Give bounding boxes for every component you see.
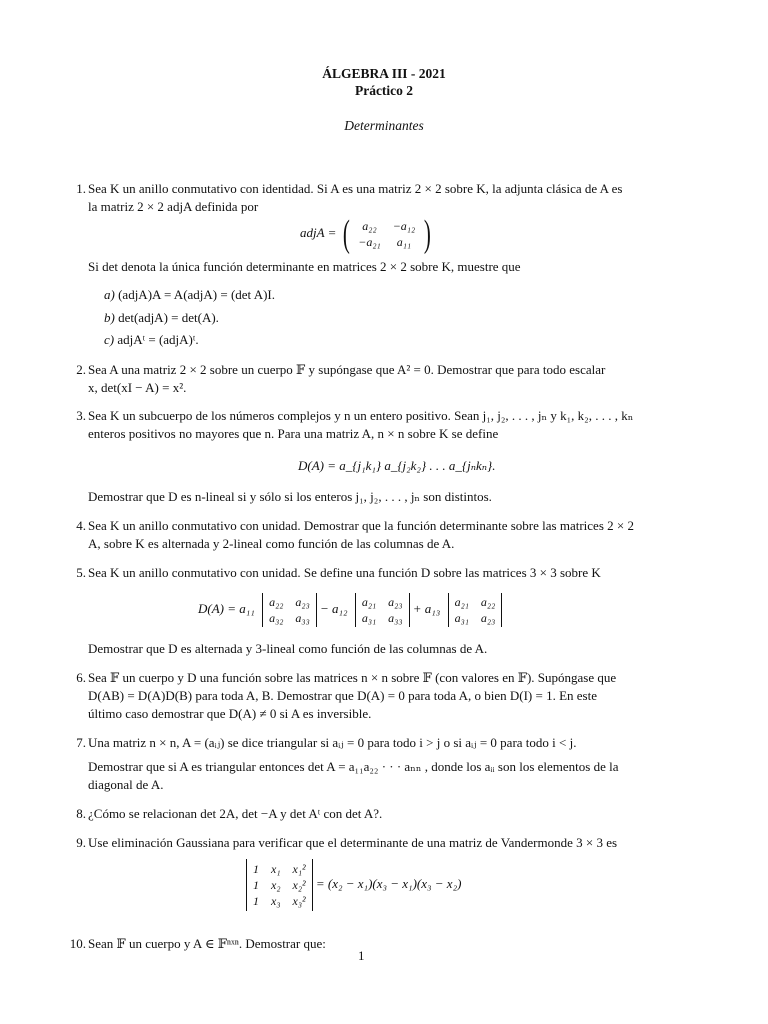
text-line: ¿Cómo se relacionan det 2A, det −A y det Aᵗ con det A?. [88,806,383,821]
exercise-number: 1. [76,181,86,196]
text-line: diagonal de A. [88,777,164,792]
text-line: D(AB) = D(A)D(B) para toda A, B. Demostrar que D(A) = 0 para toda A, o bien D(I) = 1. En este [88,688,597,703]
matrix-cell: a₁₁ [396,235,412,249]
text-line: la matriz 2 × 2 adjA definida por [88,199,259,214]
text-line: Sea A una matriz 2 × 2 sobre un cuerpo 𝔽 y supóngase que A² = 0. Demostrar que para todo escalar [88,362,606,377]
text-line: A, sobre K es alternada y 2-lineal como función de las columnas de A. [88,536,455,551]
det-bar [501,593,502,627]
matrix-cell: a₂₃ [388,595,403,609]
matrix-cell: a₂₁ [361,595,377,609]
matrix-cell: 1 [253,894,259,908]
display-formula: D(A) = a_{j₁k₁} a_{j₂k₂} . . . a_{jₙkₙ}. [298,458,496,473]
det-bar [312,859,313,911]
text-line: Sea K un anillo conmutativo con unidad. Demostrar que la función determinante sobre las matrices 2 × 2 [88,518,634,533]
subitem-label: a) [104,287,115,302]
text-line: último caso demostrar que D(A) ≠ 0 si A es inversible. [88,706,372,721]
matrix-cell: a₂₃ [295,595,310,609]
matrix-cell: x₃² [292,894,306,908]
subitem-label: b) [104,310,115,325]
matrix-cell: a₂₁ [454,595,469,609]
matrix-cell: x₂² [292,878,306,892]
subitem-text: adjAᵗ = (adjA)ᵗ. [117,332,199,347]
title-line-2: Práctico 2 [354,83,414,98]
text-line: Demostrar que si A es triangular entonces det A = a₁₁a₂₂ · · · aₙₙ , donde los aᵢᵢ son los elementos de la [88,759,619,774]
matrix-cell: a₂₂ [362,219,377,233]
matrix-cell: a₃₁ [454,611,469,625]
subitem-text: det(adjA) = det(A). [118,310,219,325]
text-line: Demostrar que D es alternada y 3-lineal como función de las columnas de A. [88,641,488,656]
text-line: Demostrar que D es n-lineal si y sólo si los enteros j₁, j₂, . . . , jₙ son distintos. [88,489,492,504]
text-line: Si det denota la única función determinante en matrices 2 × 2 sobre K, muestre que [88,259,521,274]
subitem-a [104,287,275,303]
text-line: enteros positivos no mayores que n. Para una matriz A, n × n sobre K se define [88,426,499,441]
matrix-cell: a₃₁ [361,611,377,625]
vandermonde-rhs: = (x₂ − x₁)(x₃ − x₁)(x₃ − x₂) [315,875,462,891]
text-line: x, det(xI − A) = x². [88,380,187,395]
left-paren: ( [342,213,350,255]
matrix-cell: a₃₃ [295,611,310,625]
exercise-number: 3. [76,408,86,423]
matrix-cell: x₂ [271,878,281,892]
matrix-cell: a₃₃ [388,611,403,625]
matrix-cell: x₃ [271,894,281,908]
exercise-number: 5. [76,565,86,580]
matrix [352,218,421,250]
matrix-cell: a₂₂ [269,595,284,609]
matrix-cell: 1 [253,862,259,876]
title-line-1: ÁLGEBRA III - 2021 [322,66,446,81]
exercise-number: 2. [76,362,86,377]
exercise-number: 7. [76,735,86,750]
subitem-text: (adjA)A = A(adjA) = (det A)I. [118,287,275,302]
subitem-label: c) [104,332,115,347]
vandermonde-formula [246,859,461,911]
matrix-cell: 1 [253,878,259,892]
determinant-expansion [198,593,502,627]
expansion-lhs: D(A) = a₁₁ [198,600,255,616]
text-line: Una matriz n × n, A = (aᵢⱼ) se dice triangular si aᵢⱼ = 0 para todo i > j o si aᵢⱼ = 0 para todo i < j. [88,735,577,750]
text-line: Sean 𝔽 un cuerpo y A ∈ 𝔽ⁿˣⁿ. Demostrar que: [88,936,326,951]
minor-3 [449,594,502,626]
text-line: Sea K un anillo conmutativo con unidad. Se define una función D sobre las matrices 3 × 3 sobre K [88,565,601,580]
text-line: Sea K un subcuerpo de los números complejos y n un entero positivo. Sean j₁, j₂, . . . , jₙ y k₁, k₂, . . . , kₙ [88,408,634,423]
text-line: Sea K un anillo conmutativo con identidad. Si A es una matriz 2 × 2 sobre K, la adjunta clásica de A es [88,181,623,196]
det-bar [409,593,410,627]
matrix-cell: a₂₂ [480,595,496,609]
formula-lhs: adjA = [300,224,337,240]
det-bar [316,593,317,627]
matrix-cell: x₁ [271,862,281,876]
matrix-cell: a₃₂ [269,611,284,625]
matrix-cell: a₂₃ [480,611,496,625]
subitem-c [104,332,199,348]
text-line: Sea 𝔽 un cuerpo y D una función sobre las matrices n × n sobre 𝔽 (con valores en 𝔽). Supóngase que [88,670,617,685]
exercise-number: 9. [76,835,86,850]
vandermonde-matrix [247,861,312,909]
exercise-number: 10. [69,936,86,951]
adjugate-formula [300,215,434,253]
right-paren: ) [424,213,431,255]
expansion-op: + a₁₃ [412,600,441,616]
matrix-cell: −a₁₂ [392,219,416,233]
subtitle: Determinantes [344,118,424,133]
subitem-b [104,310,219,326]
exercise-number: 8. [76,806,86,821]
exercise-number: 4. [76,518,86,533]
page-number: 1 [358,948,365,963]
text-line: Use eliminación Gaussiana para verificar que el determinante de una matriz de Vandermonde 3 × 3 es [88,835,618,850]
matrix-cell: −a₂₁ [358,235,381,249]
exercise-number: 6. [76,670,86,685]
expansion-op: − a₁₂ [320,600,348,616]
minor-1 [263,594,316,626]
matrix-cell: x₁² [292,862,306,876]
minor-2 [356,594,409,626]
